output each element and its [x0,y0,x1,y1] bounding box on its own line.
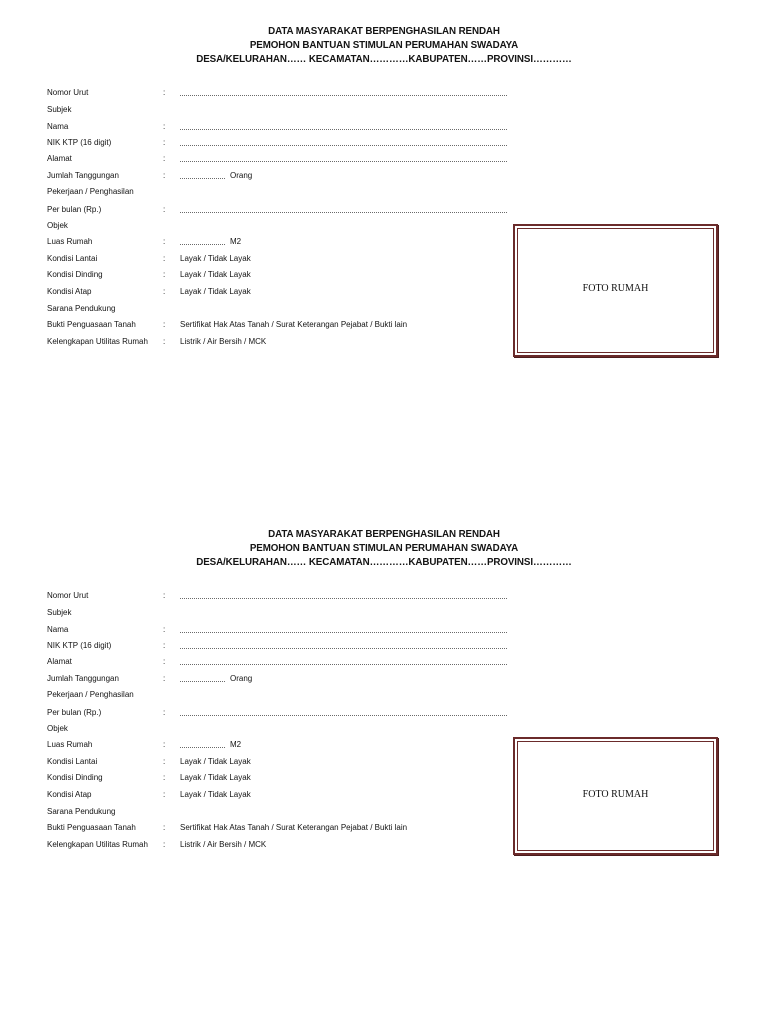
fill-line-luas-rumah [180,244,225,245]
label-kondisi-atap: Kondisi Atap [47,790,92,799]
colon: : [163,138,166,147]
label-nik-ktp: NIK KTP (16 digit) [47,641,112,650]
unit-m2: M2 [230,740,242,749]
label-per-bulan: Per bulan (Rp.) [47,708,102,717]
fill-line-jumlah-tanggungan [180,178,225,179]
value-bukti-penguasaan-tanah: Sertifikat Hak Atas Tanah / Surat Keterangan Pejabat / Bukti lain [180,320,408,329]
label-kondisi-dinding: Kondisi Dinding [47,270,103,279]
section-heading-objek: Objek [47,221,68,230]
label-luas-rumah: Luas Rumah [47,740,93,749]
value-bukti-penguasaan-tanah: Sertifikat Hak Atas Tanah / Surat Keterangan Pejabat / Bukti lain [180,823,408,832]
fill-line-per-bulan [180,715,507,716]
colon: : [163,773,166,782]
fill-line-alamat [180,664,507,665]
section-heading-subjek: Subjek [47,608,72,617]
row-nama [0,624,520,636]
photo-frame [513,737,718,855]
value-kelengkapan-utilitas-rumah: Listrik / Air Bersih / MCK [180,840,267,849]
fill-line-luas-rumah [180,747,225,748]
section-heading-sarana-pendukung: Sarana Pendukung [47,807,116,816]
row-bukti-penguasaan-tanah [0,319,520,331]
form-title-line-2: PEMOHON BANTUAN STIMULAN PERUMAHAN SWADAYA [249,40,519,51]
label-kelengkapan-utilitas-rumah: Kelengkapan Utilitas Rumah [47,337,148,346]
row-kondisi-lantai [0,253,520,265]
colon: : [163,154,166,163]
label-nama: Nama [47,122,69,131]
fill-line-alamat [180,161,507,162]
label-nik-ktp: NIK KTP (16 digit) [47,138,112,147]
photo-frame [513,224,718,357]
colon: : [163,88,166,97]
label-nomor-urut: Nomor Urut [47,591,89,600]
unit-orang: Orang [230,171,253,180]
colon: : [163,674,166,683]
row-jumlah-tanggungan [0,673,520,685]
label-kondisi-lantai: Kondisi Lantai [47,254,98,263]
label-bukti-penguasaan-tanah: Bukti Penguasaan Tanah [47,320,136,329]
value-kondisi-atap: Layak / Tidak Layak [180,790,251,799]
form-title-line-2: PEMOHON BANTUAN STIMULAN PERUMAHAN SWADAYA [249,543,519,554]
colon: : [163,625,166,634]
colon: : [163,657,166,666]
value-kondisi-dinding: Layak / Tidak Layak [180,270,251,279]
colon: : [163,337,166,346]
label-nama: Nama [47,625,69,634]
row-kelengkapan-utilitas-rumah [0,839,520,851]
value-kondisi-dinding: Layak / Tidak Layak [180,773,251,782]
value-kondisi-lantai: Layak / Tidak Layak [180,254,251,263]
label-nomor-urut: Nomor Urut [47,88,89,97]
section-subjek [0,104,520,116]
label-kondisi-lantai: Kondisi Lantai [47,757,98,766]
row-bukti-penguasaan-tanah [0,822,520,834]
row-nomor-urut [0,590,520,602]
fill-line-nomor-urut [180,95,507,96]
row-nama [0,121,520,133]
fill-line-per-bulan [180,212,507,213]
form-1 [0,0,768,500]
row-alamat [0,153,520,165]
section-subjek [0,607,520,619]
row-nik-ktp [0,640,520,652]
colon: : [163,287,166,296]
row-kelengkapan-utilitas-rumah [0,336,520,348]
fill-line-jumlah-tanggungan [180,681,225,682]
row-kondisi-dinding [0,772,520,784]
fill-line-nama [180,129,507,130]
fill-line-nama [180,632,507,633]
section-heading-subjek: Subjek [47,105,72,114]
label-alamat: Alamat [47,154,72,163]
row-nomor-urut [0,87,520,99]
photo-label: FOTO RUMAH [582,788,649,800]
row-nik-ktp [0,137,520,149]
label-bukti-penguasaan-tanah: Bukti Penguasaan Tanah [47,823,136,832]
label-jumlah-tanggungan: Jumlah Tanggungan [47,171,119,180]
row-jumlah-tanggungan [0,170,520,182]
unit-orang: Orang [230,674,253,683]
row-per-bulan [0,707,520,719]
fill-line-nik-ktp [180,145,507,146]
label-pekerjaan-penghasilan: Pekerjaan / Penghasilan [47,690,134,699]
label-luas-rumah: Luas Rumah [47,237,93,246]
row-pekerjaan-penghasilan [0,689,520,701]
label-kondisi-dinding: Kondisi Dinding [47,773,103,782]
value-kelengkapan-utilitas-rumah: Listrik / Air Bersih / MCK [180,337,267,346]
colon: : [163,270,166,279]
value-kondisi-atap: Layak / Tidak Layak [180,287,251,296]
section-objek [0,723,520,735]
colon: : [163,320,166,329]
row-kondisi-atap [0,286,520,298]
row-kondisi-atap [0,789,520,801]
colon: : [163,254,166,263]
colon: : [163,641,166,650]
colon: : [163,757,166,766]
row-luas-rumah [0,739,520,751]
label-kondisi-atap: Kondisi Atap [47,287,92,296]
unit-m2: M2 [230,237,242,246]
label-kelengkapan-utilitas-rumah: Kelengkapan Utilitas Rumah [47,840,148,849]
photo-frame-inner [517,741,714,851]
label-per-bulan: Per bulan (Rp.) [47,205,102,214]
colon: : [163,790,166,799]
colon: : [163,237,166,246]
row-pekerjaan-penghasilan [0,186,520,198]
row-alamat [0,656,520,668]
section-sarana-pendukung [0,303,520,315]
section-objek [0,220,520,232]
colon: : [163,840,166,849]
colon: : [163,122,166,131]
row-kondisi-lantai [0,756,520,768]
form-title-line-3: DESA/KELURAHAN…… KECAMATAN…………KABUPATEN……PROVINSI………… [196,54,572,65]
value-kondisi-lantai: Layak / Tidak Layak [180,757,251,766]
colon: : [163,205,166,214]
colon: : [163,708,166,717]
label-jumlah-tanggungan: Jumlah Tanggungan [47,674,119,683]
section-heading-objek: Objek [47,724,68,733]
section-sarana-pendukung [0,806,520,818]
form-title-line-3: DESA/KELURAHAN…… KECAMATAN…………KABUPATEN……PROVINSI………… [196,557,572,568]
label-pekerjaan-penghasilan: Pekerjaan / Penghasilan [47,187,134,196]
form-title-line-1: DATA MASYARAKAT BERPENGHASILAN RENDAH [268,529,500,540]
label-alamat: Alamat [47,657,72,666]
fill-line-nik-ktp [180,648,507,649]
row-kondisi-dinding [0,269,520,281]
fill-line-nomor-urut [180,598,507,599]
row-per-bulan [0,204,520,216]
row-luas-rumah [0,236,520,248]
colon: : [163,171,166,180]
section-heading-sarana-pendukung: Sarana Pendukung [47,304,116,313]
photo-frame-inner [517,228,714,353]
colon: : [163,591,166,600]
form-title-line-1: DATA MASYARAKAT BERPENGHASILAN RENDAH [268,26,500,37]
photo-label: FOTO RUMAH [582,283,649,294]
colon: : [163,740,166,749]
colon: : [163,823,166,832]
form-2 [0,503,768,1003]
